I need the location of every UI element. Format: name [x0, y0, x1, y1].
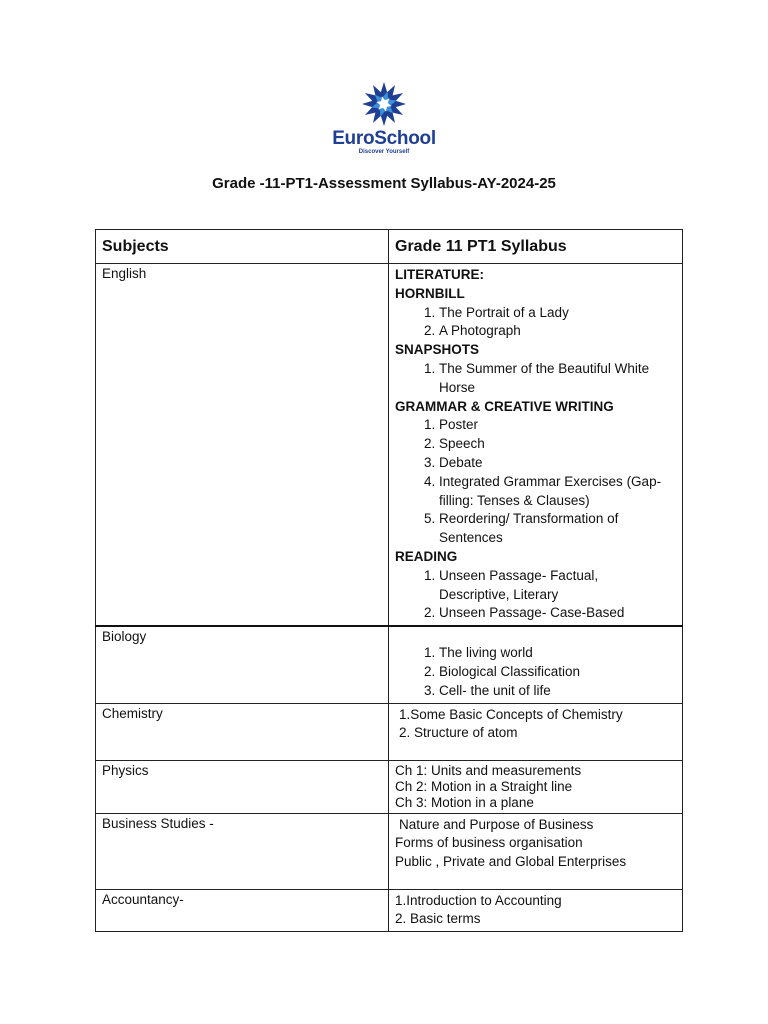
- syllabus-line: Ch 1: Units and measurements: [395, 762, 582, 778]
- syllabus-line: Ch 3: Motion in a plane: [395, 794, 534, 810]
- syllabus-line: 2. Structure of atom: [399, 725, 518, 741]
- list-item: 4. Integrated Grammar Exercises (Gap-filling: Tenses & Clauses): [439, 473, 676, 511]
- subject-chemistry: Chemistry: [96, 703, 389, 760]
- table-header-row: [96, 230, 683, 264]
- hornbill-list: [395, 304, 676, 342]
- syllabus-line: Ch 2: Motion in a Straight line: [395, 778, 573, 794]
- heading-grammar: GRAMMAR & CREATIVE WRITING: [395, 398, 614, 414]
- subject-accountancy: Accountancy-: [96, 889, 389, 931]
- reading-list: [395, 567, 676, 623]
- syllabus-line: 2. Basic terms: [395, 911, 481, 927]
- row-biology: [96, 626, 683, 703]
- list-item: 2. Biological Classification: [439, 663, 676, 682]
- syllabus-line: Nature and Purpose of Business: [399, 816, 594, 832]
- school-logo: [0, 80, 768, 155]
- syllabus-line: 1.Some Basic Concepts of Chemistry: [399, 706, 623, 722]
- subject-english: English: [96, 264, 389, 627]
- grammar-list: [395, 416, 676, 548]
- subject-physics: Physics: [96, 760, 389, 813]
- list-item: 2. Unseen Passage- Case-Based: [439, 604, 636, 623]
- syllabus-line: Forms of business organisation: [395, 835, 583, 851]
- list-item: 3. Cell- the unit of life: [439, 682, 676, 701]
- syllabus-business-studies: [389, 813, 683, 889]
- header-subjects: Subjects: [96, 230, 389, 264]
- syllabus-english: [389, 264, 683, 627]
- list-item: 2. Speech: [439, 435, 676, 454]
- syllabus-line: Public , Private and Global Enterprises: [395, 853, 627, 869]
- heading-reading: READING: [395, 548, 458, 564]
- syllabus-line: 1.Introduction to Accounting: [395, 892, 562, 908]
- row-physics: [96, 760, 683, 813]
- syllabus-chemistry: [389, 703, 683, 760]
- brand-name: EuroSchool: [332, 128, 436, 149]
- snapshots-list: [395, 360, 676, 398]
- header-syllabus: Grade 11 PT1 Syllabus: [389, 230, 683, 264]
- syllabus-accountancy: [389, 889, 683, 931]
- list-item: 2. A Photograph: [439, 322, 676, 341]
- row-accountancy: [96, 889, 683, 931]
- syllabus-table: [95, 229, 683, 932]
- heading-snapshots: SNAPSHOTS: [395, 342, 480, 358]
- document-title: Grade -11-PT1-Assessment Syllabus-AY-2024-25: [212, 175, 556, 192]
- list-item: 1. Unseen Passage- Factual, Descriptive, Literary: [439, 567, 636, 605]
- brand-tagline: Discover Yourself: [358, 149, 410, 155]
- list-item: 1. The Portrait of a Lady: [439, 304, 676, 323]
- list-item: 1. The Summer of the Beautiful White Horse: [439, 360, 666, 398]
- row-chemistry: [96, 703, 683, 760]
- flower-logo-icon: [359, 80, 409, 128]
- heading-hornbill: HORNBILL: [395, 285, 465, 301]
- heading-literature: LITERATURE:: [395, 267, 484, 282]
- row-business-studies: [96, 813, 683, 889]
- list-item: 3. Debate: [439, 454, 676, 473]
- syllabus-biology: [389, 626, 683, 703]
- subject-biology: Biology: [96, 626, 389, 703]
- syllabus-physics: [389, 760, 683, 813]
- list-item: 1. Poster: [439, 416, 676, 435]
- list-item: 1. The living world: [439, 644, 676, 663]
- row-english: [96, 264, 683, 627]
- biology-list: [395, 644, 676, 700]
- subject-business-studies: Business Studies -: [96, 813, 389, 889]
- list-item: 5. Reordering/ Transformation of Sentences: [439, 510, 676, 548]
